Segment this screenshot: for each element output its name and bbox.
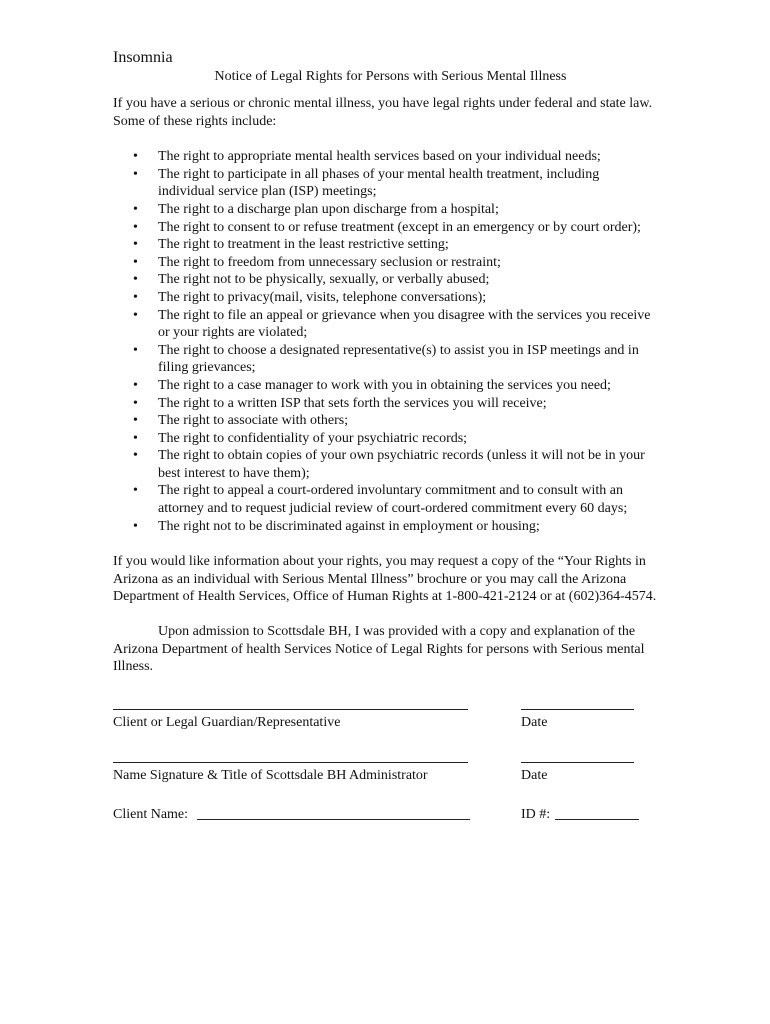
- rights-list-item: [113, 219, 658, 237]
- right-text: The right not to be discriminated against in employment or housing;: [158, 518, 540, 534]
- right-text: The right not to be physically, sexually, or verbally abused;: [158, 272, 490, 288]
- bullet-icon: •: [133, 413, 138, 429]
- rights-list-item: [113, 482, 658, 517]
- bullet-icon: •: [133, 219, 138, 235]
- rights-list-item: [113, 518, 658, 536]
- right-text: The right to consent to or refuse treatment (except in an emergency or by court order);: [158, 219, 641, 235]
- right-text: The right to a case manager to work with you in obtaining the services you need;: [158, 377, 611, 393]
- bullet-icon: •: [133, 483, 138, 499]
- bullet-icon: •: [133, 289, 138, 305]
- client-date-label: Date: [521, 714, 548, 730]
- client-signature-line[interactable]: [113, 699, 468, 710]
- right-text: The right to appeal a court-ordered involuntary commitment and to consult with an attorney and to request judicial review of court-ordered commitment every 60 days;: [158, 483, 628, 517]
- right-text: The right to treatment in the least restrictive setting;: [158, 237, 449, 253]
- rights-list: [113, 148, 658, 535]
- right-text: The right to participate in all phases of your mental health treatment, including individual service plan (ISP) meetings;: [158, 166, 600, 200]
- bullet-icon: •: [133, 395, 138, 411]
- right-text: The right to associate with others;: [158, 413, 349, 429]
- rights-list-item: [113, 271, 658, 289]
- right-text: The right to a written ISP that sets forth the services you will receive;: [158, 395, 547, 411]
- document-title: Notice of Legal Rights for Persons with Serious Mental Illness: [214, 69, 567, 84]
- rights-list-item: [113, 254, 658, 272]
- client-signature-block: [113, 699, 658, 735]
- rights-list-item: [113, 377, 658, 395]
- rights-list-item: [113, 289, 658, 307]
- bullet-icon: •: [133, 448, 138, 464]
- admin-signature-line[interactable]: [113, 752, 468, 763]
- right-text: The right to confidentiality of your psychiatric records;: [158, 430, 468, 446]
- id-field[interactable]: [555, 806, 639, 820]
- rights-list-item: [113, 342, 658, 377]
- rights-list-item: [113, 307, 658, 342]
- right-text: The right to appropriate mental health services based on your individual needs;: [158, 149, 601, 165]
- bullet-icon: •: [133, 342, 138, 358]
- admin-date-line[interactable]: [521, 752, 634, 763]
- bullet-icon: •: [133, 254, 138, 270]
- document-page: [113, 48, 658, 826]
- bullet-icon: •: [133, 377, 138, 393]
- right-text: The right to file an appeal or grievance when you disagree with the services you receive or your rights are violated;: [158, 307, 651, 341]
- bullet-icon: •: [133, 166, 138, 182]
- bullet-icon: •: [133, 237, 138, 253]
- intro-paragraph: If you have a serious or chronic mental illness, you have legal rights under federal and state law. Some of these rights include:: [113, 96, 653, 129]
- rights-list-item: [113, 430, 658, 448]
- client-date-line[interactable]: [521, 699, 634, 710]
- client-signature-label: Client or Legal Guardian/Representative: [113, 714, 341, 730]
- rights-list-item: [113, 395, 658, 413]
- document-header: Insomnia: [113, 49, 173, 66]
- id-label: ID #:: [521, 806, 551, 822]
- acknowledgement-paragraph: Upon admission to Scottsdale BH, I was provided with a copy and explanation of the Arizona Department of health Services Notice of Legal Rights for persons with Serious mental Illness.: [113, 624, 645, 675]
- bullet-icon: •: [133, 149, 138, 165]
- client-info-row: [113, 806, 658, 826]
- bullet-icon: •: [133, 518, 138, 534]
- rights-list-item: [113, 148, 658, 166]
- right-text: The right to freedom from unnecessary seclusion or restraint;: [158, 254, 501, 270]
- rights-list-item: [113, 201, 658, 219]
- right-text: The right to a discharge plan upon discharge from a hospital;: [158, 201, 499, 217]
- bullet-icon: •: [133, 201, 138, 217]
- right-text: The right to obtain copies of your own psychiatric records (unless it will not be in your best interest to have them);: [158, 448, 645, 481]
- right-text: The right to privacy(mail, visits, telephone conversations);: [158, 289, 487, 305]
- client-name-field[interactable]: [197, 806, 470, 820]
- right-text: The right to choose a designated representative(s) to assist you in ISP meetings and in filing grievances;: [158, 342, 639, 376]
- admin-signature-label: Name Signature & Title of Scottsdale BH Administrator: [113, 767, 428, 783]
- rights-list-item: [113, 412, 658, 430]
- rights-list-item: [113, 166, 658, 201]
- client-name-label: Client Name:: [113, 806, 189, 822]
- bullet-icon: •: [133, 430, 138, 446]
- info-paragraph: If you would like information about your rights, you may request a copy of the “Your Rights in Arizona as an individual with Serious Mental Illness” brochure or you may call the Arizona Department of Health Services, Office of Human Rights at 1-800-421-2124 or at (602)364-4574.: [113, 554, 657, 605]
- rights-list-item: [113, 236, 658, 254]
- bullet-icon: •: [133, 272, 138, 288]
- admin-signature-block: [113, 752, 658, 788]
- bullet-icon: •: [133, 307, 138, 323]
- rights-list-item: [113, 447, 658, 482]
- admin-date-label: Date: [521, 767, 548, 783]
